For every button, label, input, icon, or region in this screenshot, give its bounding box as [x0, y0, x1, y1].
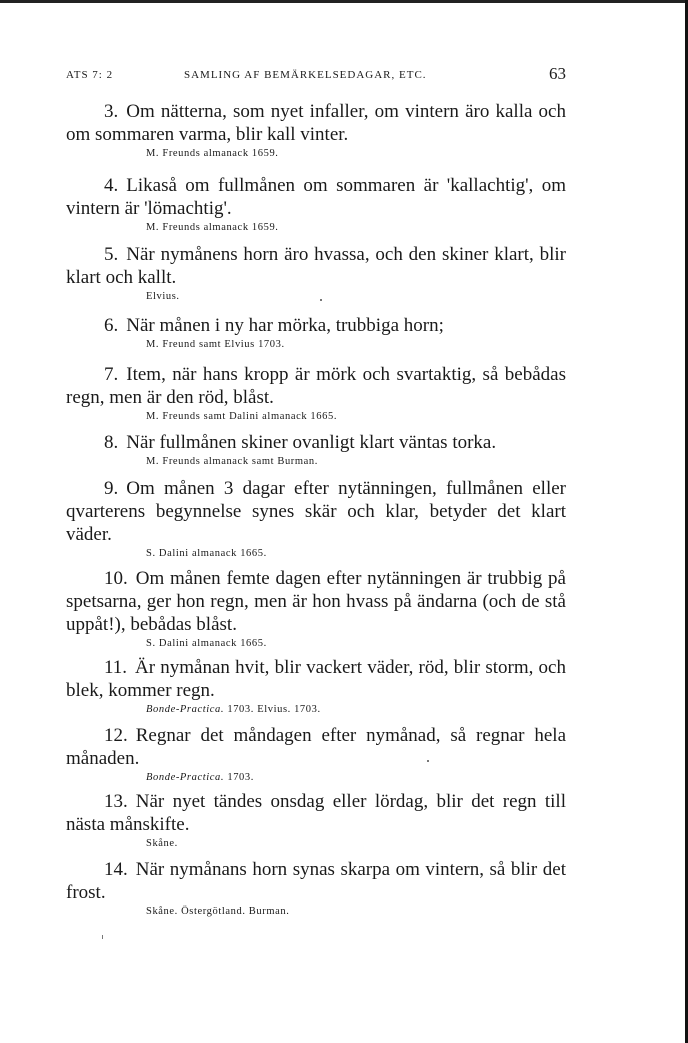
- entry-text: [66, 363, 566, 409]
- entry-text: [66, 243, 566, 289]
- source-text: S. Dalini almanack 1665.: [146, 548, 267, 559]
- entry-number: 5.: [104, 244, 119, 265]
- entry-number: 13.: [104, 791, 128, 812]
- entry-text: [66, 314, 566, 337]
- entry-source: [146, 703, 566, 717]
- entry-source: [146, 290, 566, 304]
- source-text: Skåne. Östergötland. Burman.: [146, 906, 290, 917]
- source-text: S. Dalini almanack 1665.: [146, 638, 267, 649]
- entry-7: [66, 363, 566, 424]
- entry-source: [146, 771, 566, 785]
- entry-body: Regnar det måndagen efter nymånad, så regnar hela månaden.: [66, 725, 566, 769]
- entry-number: 11.: [104, 657, 128, 678]
- source-text: Elvius.: [146, 291, 180, 302]
- entry-text: [66, 477, 566, 546]
- entry-text: [66, 656, 566, 702]
- entry-body: Är nymånan hvit, blir vackert väder, röd, blir storm, och blek, kommer regn.: [66, 657, 566, 701]
- entry-body: När månen i ny har mörka, trubbiga horn;: [126, 315, 444, 336]
- page-edge-top: [0, 0, 688, 3]
- entry-6: [66, 314, 566, 352]
- entry-13: [66, 790, 566, 851]
- source-italic: Bonde-Practica.: [146, 704, 225, 715]
- entry-body: Om nätterna, som nyet infaller, om vintern äro kalla och om sommaren varma, blir kall vinter.: [66, 101, 566, 145]
- source-text: 1703.: [227, 772, 254, 783]
- entry-4: [66, 174, 566, 235]
- print-speck: [320, 299, 322, 301]
- entry-source: [146, 455, 566, 469]
- entry-body: När nymånens horn äro hvassa, och den skiner klart, blir klart och kallt.: [66, 244, 566, 288]
- print-speck: [102, 935, 103, 939]
- entry-body: Likaså om fullmånen om sommaren är 'kallachtig', om vintern är 'lömachtig'.: [66, 175, 566, 219]
- entry-number: 10.: [104, 568, 128, 589]
- entry-text: [66, 724, 566, 770]
- entry-number: 9.: [104, 478, 119, 499]
- page-number: 63: [549, 64, 566, 83]
- entry-3: [66, 100, 566, 161]
- source-text: 1703. Elvius. 1703.: [227, 704, 321, 715]
- source-text: M. Freunds samt Dalini almanack 1665.: [146, 411, 338, 422]
- header-left: ATS 7: 2: [66, 69, 114, 81]
- entry-text: [66, 100, 566, 146]
- entry-source: [146, 221, 566, 235]
- source-italic: Bonde-Practica.: [146, 772, 225, 783]
- entry-number: 3.: [104, 101, 119, 122]
- entry-8: [66, 431, 566, 469]
- source-text: M. Freunds almanack 1659.: [146, 222, 279, 233]
- entry-11: [66, 656, 566, 717]
- entry-5: [66, 243, 566, 304]
- entry-source: [146, 637, 566, 651]
- entry-source: [146, 338, 566, 352]
- entry-body: När nymånans horn synas skarpa om vintern, så blir det frost.: [66, 859, 566, 903]
- header-title: SAMLING AF BEMÄRKELSEDAGAR, ETC.: [184, 69, 427, 81]
- entry-body: När fullmånen skiner ovanligt klart väntas torka.: [126, 432, 497, 453]
- entry-body: Item, när hans kropp är mörk och svartaktig, så bebådas regn, men är den röd, blåst.: [66, 364, 566, 408]
- running-header: [66, 66, 566, 86]
- entry-text: [66, 858, 566, 904]
- entry-number: 7.: [104, 364, 119, 385]
- entry-source: [146, 547, 566, 561]
- entry-body: Om månen 3 dagar efter nytänningen, fullmånen eller qvarterens begynnelse synes skär och klar, betyder det klart väder.: [66, 478, 566, 545]
- entry-9: [66, 477, 566, 561]
- entry-body: Om månen femte dagen efter nytänningen är trubbig på spetsarna, ger hon regn, men är hon hvass på ändarna (och de stå uppåt!), bebådas blåst.: [66, 568, 566, 635]
- entry-14: [66, 858, 566, 919]
- entry-source: [146, 905, 566, 919]
- entry-text: [66, 790, 566, 836]
- entry-text: [66, 431, 566, 454]
- source-text: Skåne.: [146, 838, 178, 849]
- source-text: M. Freunds almanack 1659.: [146, 148, 279, 159]
- source-text: M. Freund samt Elvius 1703.: [146, 339, 285, 350]
- entry-number: 12.: [104, 725, 128, 746]
- source-text: M. Freunds almanack samt Burman.: [146, 456, 319, 467]
- entry-body: När nyet tändes onsdag eller lördag, blir det regn till nästa månskifte.: [66, 791, 566, 835]
- entry-text: [66, 567, 566, 636]
- entry-12: [66, 724, 566, 785]
- entry-number: 4.: [104, 175, 119, 196]
- entry-number: 8.: [104, 432, 119, 453]
- print-speck: [427, 760, 429, 762]
- entry-number: 14.: [104, 859, 128, 880]
- entry-source: [146, 147, 566, 161]
- entry-text: [66, 174, 566, 220]
- entry-10: [66, 567, 566, 651]
- entry-number: 6.: [104, 315, 119, 336]
- entry-source: [146, 410, 566, 424]
- entry-source: [146, 837, 566, 851]
